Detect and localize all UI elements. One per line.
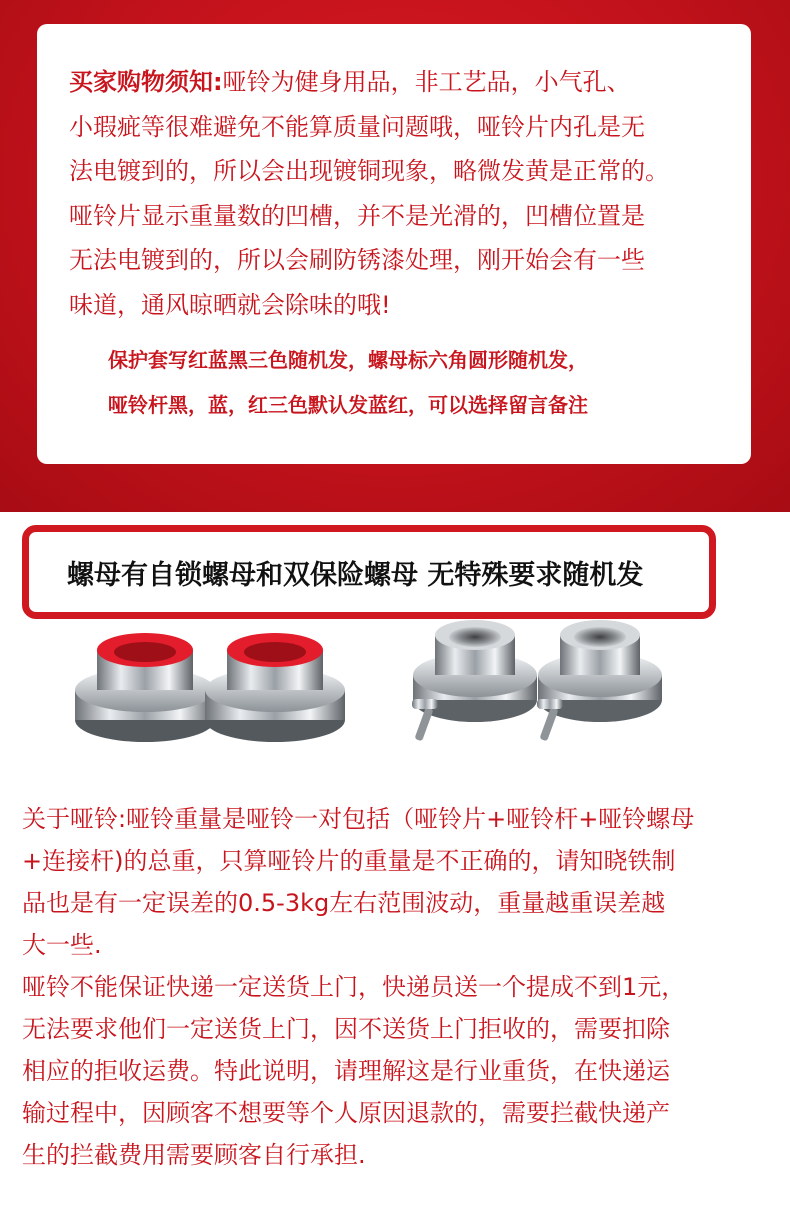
dumbbell-weight-and-delivery-note: 关于哑铃:哑铃重量是哑铃一对包括（哑铃片+哑铃杆+哑铃螺母 +连接杆)的总重，只算哑铃片的重量是不正确的，请知晓铁制 品也是有一定误差的0.5-3kg左右范围波动，重量越重误差越 大一些. 哑铃不能保证快递一定送货上门，快递员送一个提成不到1元， 无法要求他们一定送货上门，因不送货上门拒收的，需要扣除 相应的拒收运费。特此说明，请理解这是行业重货，在快递运 输过程中，因顾客不想要等个人原因退款的，需要拦截快递产 生的拦截费用需要顾客自行承担. [22, 805, 695, 1169]
random-options-note: 保护套写红蓝黑三色随机发，螺母标六角圆形随机发， 哑铃杆黑，蓝，红三色默认发蓝红，可以选择留言备注 [108, 348, 588, 417]
nut-types-banner [22, 525, 716, 619]
shopping-notice-card [37, 24, 751, 464]
wing-nut-photo-2 [537, 620, 662, 741]
self-locking-nut-photo-1 [75, 633, 215, 742]
nut-types-banner-text: 螺母有自锁螺母和双保险螺母 无特殊要求随机发 [67, 559, 644, 591]
self-locking-nut-photo-2 [205, 633, 345, 742]
nut-photos [60, 615, 750, 775]
top-banner [0, 0, 790, 512]
wing-nut-photo-1 [412, 620, 537, 741]
shopping-notice-label: 买家购物须知: [69, 68, 223, 96]
shopping-notice-body: 哑铃为健身用品，非工艺品，小气孔、 小瑕疵等很难避免不能算质量问题哦，哑铃片内孔是无 法电镀到的，所以会出现镀铜现象，略微发黄是正常的。 哑铃片显示重量数的凹槽，并不是光滑的，凹槽位置是 无法电镀到的，所以会刷防锈漆处理，刚开始会有一些 味道，通风晾晒就会除味的哦! [69, 68, 669, 319]
shopping-notice-text [69, 60, 759, 327]
